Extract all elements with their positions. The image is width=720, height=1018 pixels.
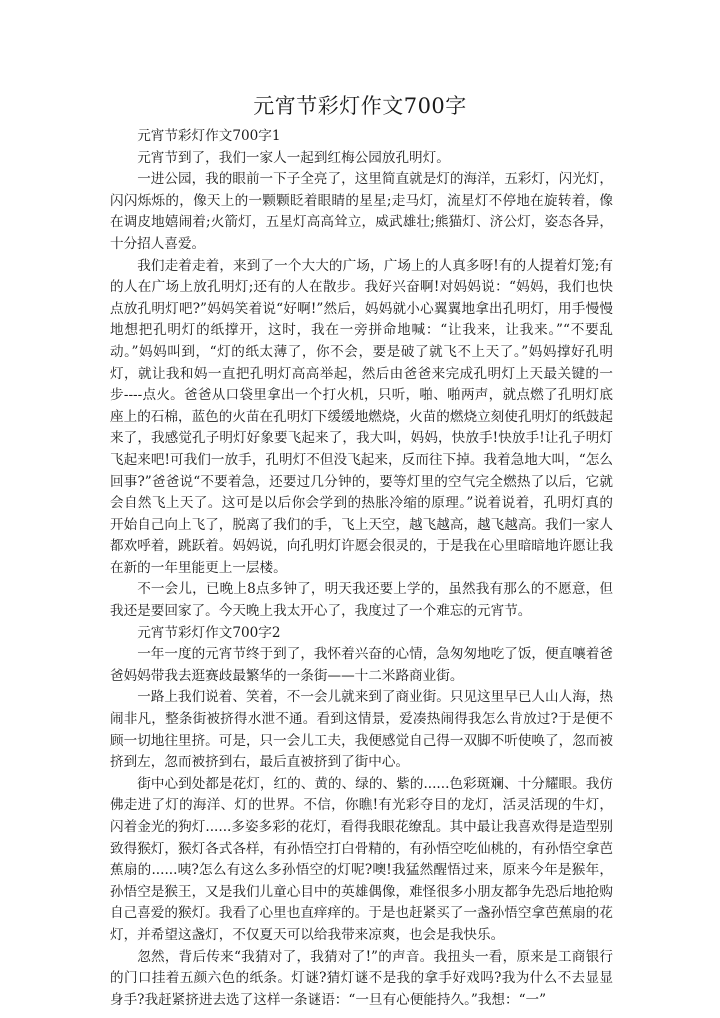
document-title: 元宵节彩灯作文700字 — [253, 94, 467, 118]
paragraph: 元宵节到了，我们一家人一起到红梅公园放孔明灯。 — [137, 149, 450, 166]
document-body — [110, 126, 613, 1011]
paragraph: 我们走着走着，来到了一个大大的广场，广场上的人真多呀!有的人提着灯笼;有的人在广场上放孔明灯;还有的人在散步。我好兴奋啊!对妈妈说：“妈妈，我们也快点放孔明灯吧?”妈妈笑着说“好啊!”然后，妈妈就小心翼翼地拿出孔明灯，用手慢慢地想把孔明灯的纸撑开，这时，我在一旁拼命地喊：“让我来，让我来。”“不要乱动。”妈妈叫到，“灯的纸太薄了，你不会，要是破了就飞不上天了。”妈妈撑好孔明灯，就让我和妈一直把孔明灯高高举起，然后由爸爸来完成孔明灯上天最关键的一步----点火。爸爸从口袋里拿出一个打火机，只听，啪、啪两声，就点燃了孔明灯底座上的石棉，蓝色的火苗在孔明灯下缓缓地燃烧，火苗的燃烧立刻使孔明灯的纸鼓起来了，我感觉孔子明灯好象要飞起来了，我大叫，妈妈，快放手!快放手!让孔子明灯飞起来吧!可我们一放手，孔明灯不但没飞起来，反而往下掉。我着急地大叫，“怎么回事?”爸爸说“不要着急，还要过几分钟的，要等灯里的空气完全燃热了以后，它就会自然飞上天了。这可是以后你会学到的热胀冷缩的原理。”说着说着，孔明灯真的开始自己向上飞了，脱离了我们的手，飞上天空，越飞越高，越飞越高。我们一家人都欢呼着，跳跃着。妈妈说，向孔明灯许愿会很灵的，于是我在心里暗暗地许愿让我在新的一年里能更上一层楼。 — [110, 257, 613, 576]
paragraph: 一年一度的元宵节终于到了，我怀着兴奋的心情，急匆匆地吃了饭，便直嚷着爸爸妈妈带我去逛赛歧最繁华的一条街——十二米路商业街。 — [110, 646, 613, 684]
paragraph: 一进公园，我的眼前一下子全亮了，这里简直就是灯的海洋，五彩灯，闪光灯，闪闪烁烁的，像天上的一颗颗眨着眼睛的星星;走马灯，流星灯不停地在旋转着，像在调皮地嬉闹着;火箭灯，五星灯高高耸立，威武雄壮;熊猫灯、济公灯，姿态各异，十分招人喜爱。 — [110, 171, 613, 252]
section-heading: 元宵节彩灯作文700字2 — [137, 624, 281, 641]
section-heading: 元宵节彩灯作文700字1 — [137, 128, 281, 144]
paragraph: 不一会儿，已晚上8点多钟了，明天我还要上学的，虽然我有那么的不愿意，但我还是要回家了。今天晚上我太开心了，我度过了一个难忘的元宵节。 — [110, 581, 613, 620]
paragraph: 一路上我们说着、笑着，不一会儿就来到了商业街。只见这里早已人山人海，热闹非凡，整条街被挤得水泄不通。看到这情景，爱凑热闹得我怎么肯放过?于是便不顾一切地往里挤。可是，只一会儿工夫，我便感觉自己得一双脚不听使唤了，忽而被挤到左，忽而被挤到右，最后直被挤到了街中心。 — [110, 689, 613, 771]
paragraph: 街中心到处都是花灯，红的、黄的、绿的、紫的......色彩斑斓、十分耀眼。我仿佛走进了灯的海洋、灯的世界。不信，你瞧!有光彩夺目的龙灯，活灵活现的牛灯，闪着金光的狗灯......多姿多彩的花灯，看得我眼花缭乱。其中最让我喜欢得是造型别致得猴灯，猴灯各式各样，有孙悟空打白骨精的，有孙悟空吃仙桃的，有孙悟空拿芭蕉扇的......咦?怎么有这么多孙悟空的灯呢?噢!我猛然醒悟过来，原来今年是猴年，孙悟空是猴王，又是我们儿童心目中的英雄偶像，难怪很多小朋友都争先恐后地抢购自己喜爱的猴灯。我看了心里也直痒痒的。于是也赶紧买了一盏孙悟空拿芭蕉扇的花灯，并希望这盏灯，不仅夏天可以给我带来凉爽，也会是我快乐。 — [110, 775, 613, 943]
paragraph: 忽然，背后传来“我猜对了，我猜对了!”的声音。我扭头一看，原来是工商银行的门口挂着五颜六色的纸条。灯谜?猜灯谜不是我的拿手好戏吗?我为什么不去显显身手?我赶紧挤进去选了这样一条谜语：“一旦有心便能持久。”我想：“一” — [110, 948, 613, 1008]
